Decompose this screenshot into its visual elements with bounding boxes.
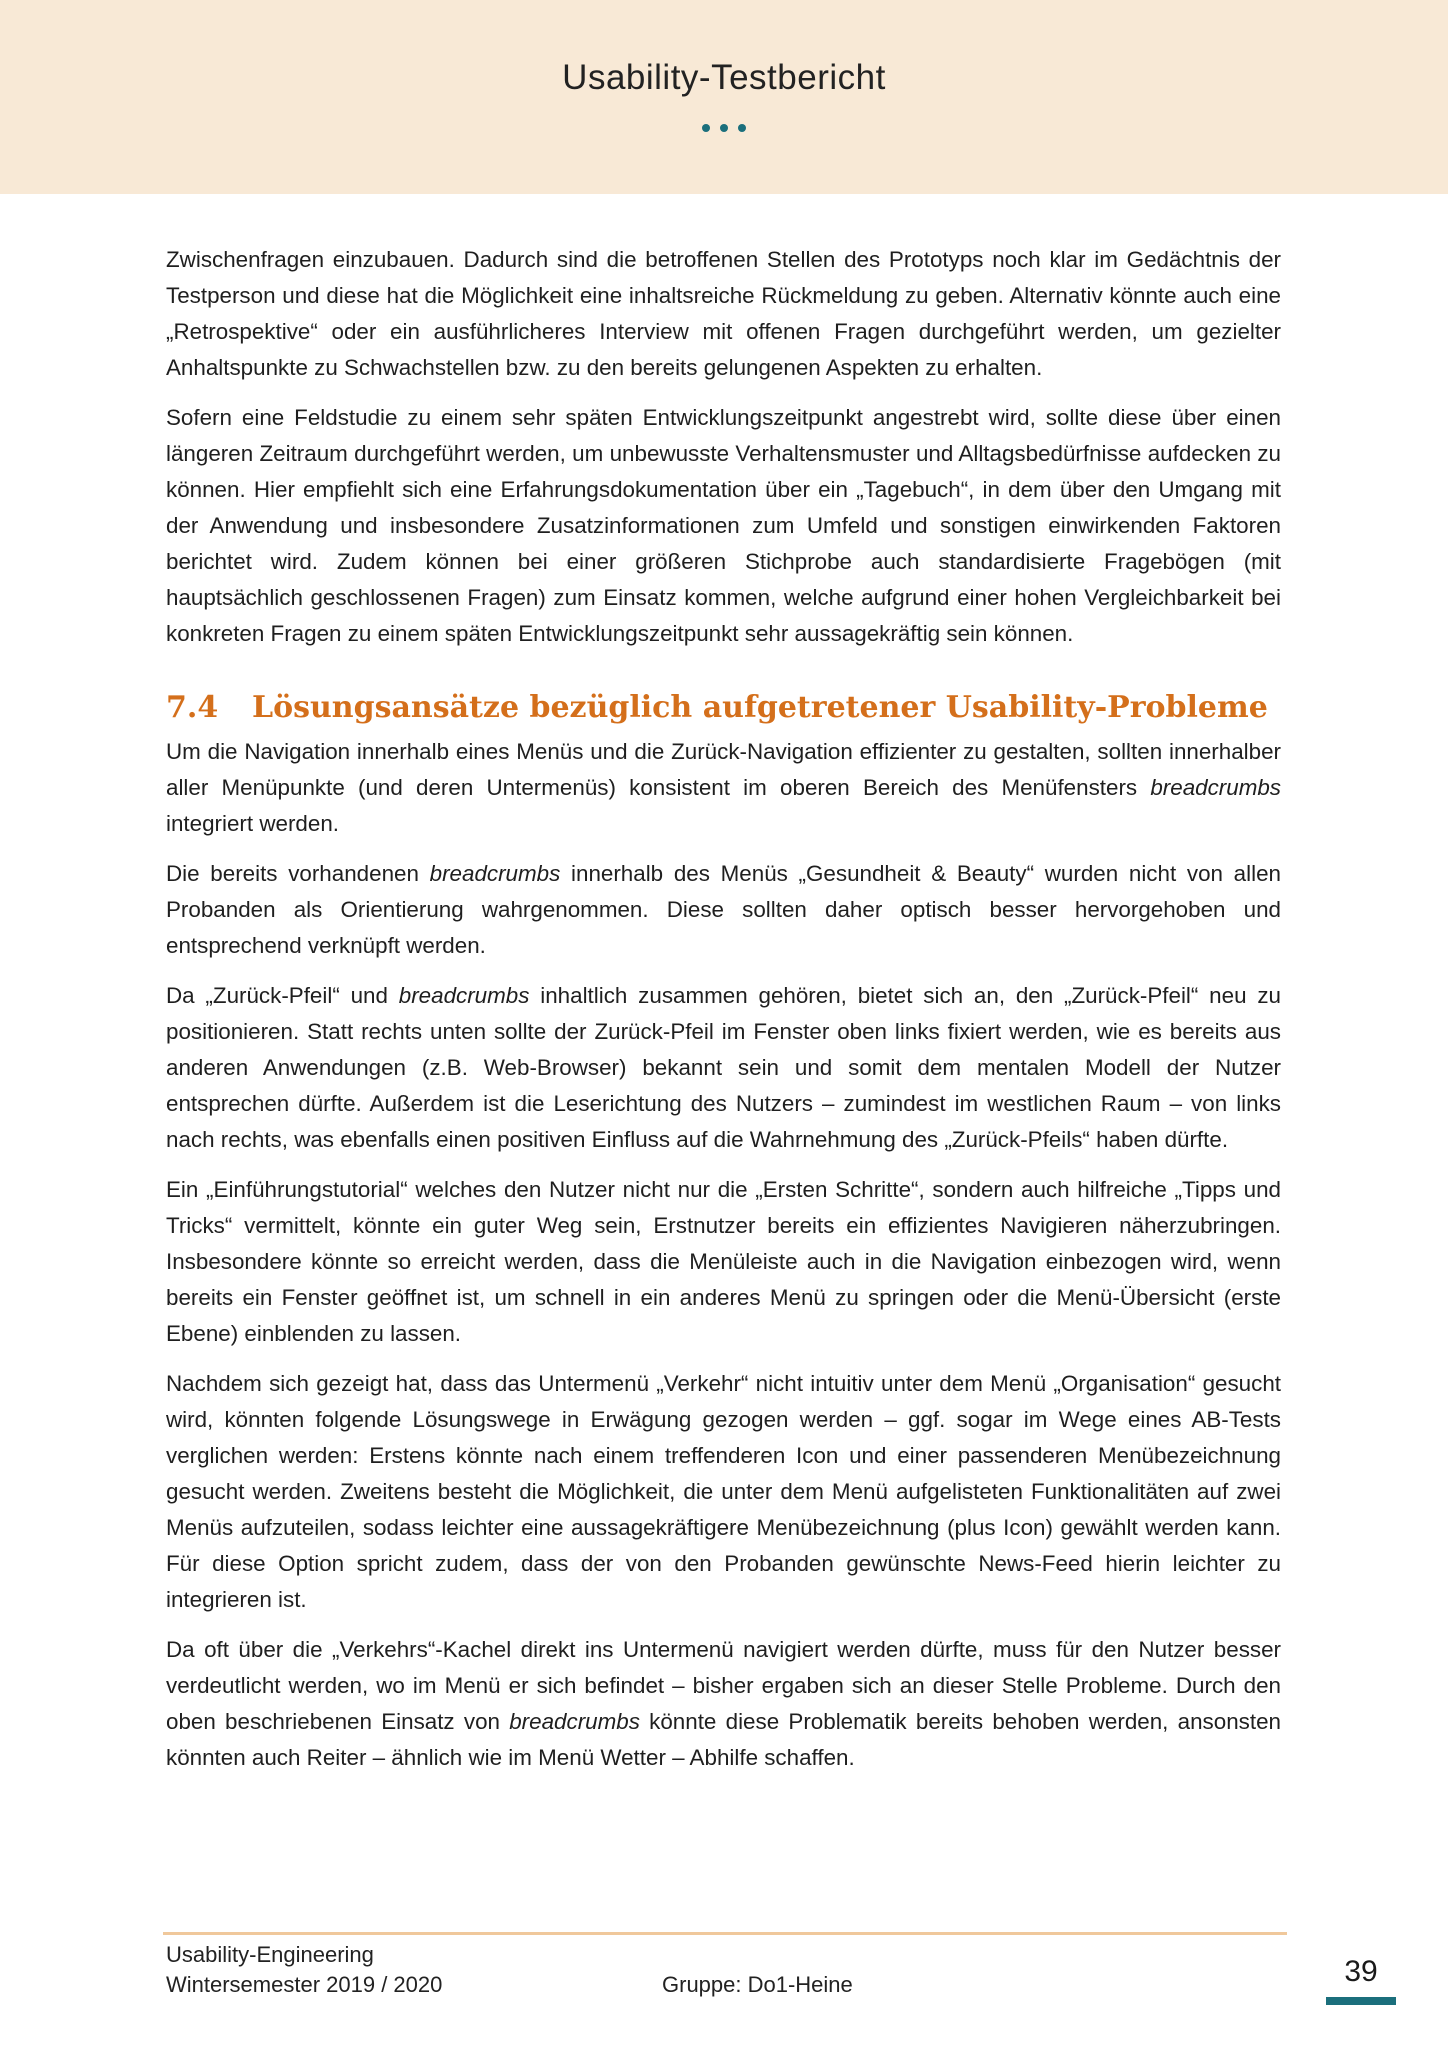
paragraph-verkehrs-kachel [166, 1632, 1281, 1776]
footer-semester: Wintersemester 2019 / 2020 [166, 1972, 443, 1997]
section-number: 7.4 [166, 690, 219, 725]
paragraph-verkehr: Nachdem sich gezeigt hat, dass das Untermenü „Verkehr“ nicht intuitiv unter dem Menü „Organisation“ gesucht wird, könnten folgende Lösungswege in Erwägung gezogen werden – ggf. sogar im Wege eines AB-Tests verglichen werden: Erstens könnte nach einem treffenderen Icon und einer passenderen Menübezeichnung gesucht werden. Zweitens besteht die Möglichkeit, die unter dem Menü aufgelisteten Funktionalitäten auf zwei Menüs aufzuteilen, sodass leichter eine aussagekräftigere Menübezeichnung (plus Icon) gewählt werden kann. Für diese Option spricht zudem, dass der von den Probanden gewünschte News-Feed hierin leichter zu integrieren ist. [166, 1371, 1281, 1612]
paragraph-interview: Zwischenfragen einzubauen. Dadurch sind die betroffenen Stellen des Prototyps noch klar im Gedächtnis der Testperson und diese hat die Möglichkeit eine inhaltsreiche Rückmeldung zu geben. Alternativ könnte auch eine „Retrospektive“ oder ein ausführlicheres Interview mit offenen Fragen durchgeführt werden, um gezielter Anhaltspunkte zu Schwachstellen bzw. zu den bereits gelungenen Aspekten zu erhalten. [166, 247, 1281, 380]
text-run: Die bereits vorhandenen [166, 861, 430, 886]
section-heading [166, 688, 1281, 728]
page-number-bar [1326, 1997, 1396, 2005]
paragraph-gesundheit [166, 856, 1281, 964]
footer-group: Gruppe: Do1-Heine [662, 1972, 853, 1997]
document-title: Usability-Testbericht [562, 58, 886, 97]
dot-icon [738, 124, 746, 132]
emphasis-term: breadcrumbs [1150, 775, 1281, 800]
page-header [0, 0, 1448, 194]
text-run: Da „Zurück-Pfeil“ und [166, 983, 399, 1008]
text-run: Um die Navigation innerhalb eines Menüs und die Zurück-Navigation effizienter zu gestalten, sollten innerhalber aller Menüpunkte (und deren Untermenüs) konsistent im oberen Bereich des Menüfensters [166, 739, 1281, 800]
paragraph-tutorial: Ein „Einführungstutorial“ welches den Nutzer nicht nur die „Ersten Schritte“, sondern auch hilfreiche „Tipps und Tricks“ vermittelt, könnte ein guter Weg sein, Erstnutzer bereits ein effizientes Navigieren näherzubringen. Insbesondere könnte so erreicht werden, dass die Menüleiste auch in die Navigation einbezogen wird, wenn bereits ein Fenster geöffnet ist, um schnell in ein anderes Menü zu springen oder die Menü-Übersicht (erste Ebene) einblenden zu lassen. [166, 1177, 1281, 1346]
page-number: 39 [1344, 1955, 1378, 1988]
text-run: innerhalb des Menüs „Gesundheit & Beauty“ wurden nicht von allen Probanden als Orientierung wahrgenommen. Diese sollten daher optisch besser hervorgehoben und entsprechend verknüpft werden. [166, 861, 1281, 958]
paragraph-feldstudie: Sofern eine Feldstudie zu einem sehr späten Entwicklungszeitpunkt angestrebt wird, sollte diese über einen längeren Zeitraum durchgeführt werden, um unbewusste Verhaltensmuster und Alltagsbedürfnisse aufdecken zu können. Hier empfiehlt sich eine Erfahrungsdokumentation über ein „Tagebuch“, in dem über den Umgang mit der Anwendung und insbesondere Zusatzinformationen zum Umfeld und sonstigen einwirkenden Faktoren berichtet wird. Zudem können bei einer größeren Stichprobe auch standardisierte Fragebögen (mit hauptsächlich geschlossenen Fragen) zum Einsatz kommen, welche aufgrund einer hohen Vergleichbarkeit bei konkreten Fragen zu einem späten Entwicklungszeitpunkt sehr aussagekräftig sein können. [166, 405, 1281, 646]
footer-course-info [166, 1940, 442, 2000]
dot-icon [720, 124, 728, 132]
emphasis-term: breadcrumbs [429, 861, 561, 886]
text-run: integriert werden. [166, 811, 339, 836]
emphasis-term: breadcrumbs [398, 983, 530, 1008]
paragraph-breadcrumbs [166, 734, 1281, 842]
text-run: inhaltlich zusammen gehören, bietet sich an, den „Zurück-Pfeil“ neu zu positionieren. Statt rechts unten sollte der Zurück-Pfeil im Fenster oben links fixiert werden, wie es bereits aus anderen Anwendungen (z.B. Web-Browser) bekannt sein und somit dem mentalen Modell der Nutzer entsprechen dürfte. Außerdem ist die Leserichtung des Nutzers – zumindest im westlichen Raum – von links nach rechts, was ebenfalls einen positiven Einfluss auf die Wahrnehmung des „Zurück-Pfeils“ haben dürfte. [166, 983, 1281, 1152]
footer-divider [163, 1932, 1287, 1935]
ellipsis-dots-icon [0, 124, 1448, 132]
dot-icon [702, 124, 710, 132]
text-run: könnte diese Problematik bereits behoben werden, ansonsten könnten auch Reiter – ähnlich wie im Menü Wetter – Abhilfe schaffen. [166, 1709, 1281, 1770]
emphasis-term: breadcrumbs [509, 1709, 640, 1734]
paragraph-zurueck-pfeil [166, 978, 1281, 1158]
page-body [166, 242, 1281, 1790]
text-run: Da oft über die „Verkehrs“-Kachel direkt ins Untermenü navigiert werden dürfte, muss für den Nutzer besser verdeutlicht werden, wo im Menü er sich befindet – bisher ergaben sich an dieser Stelle Probleme. Durch den oben beschriebenen Einsatz von [166, 1637, 1281, 1734]
section-title: Lösungsansätze bezüglich aufgetretener Usability-Probleme [252, 690, 1268, 725]
footer-course: Usability-Engineering [166, 1942, 374, 1967]
